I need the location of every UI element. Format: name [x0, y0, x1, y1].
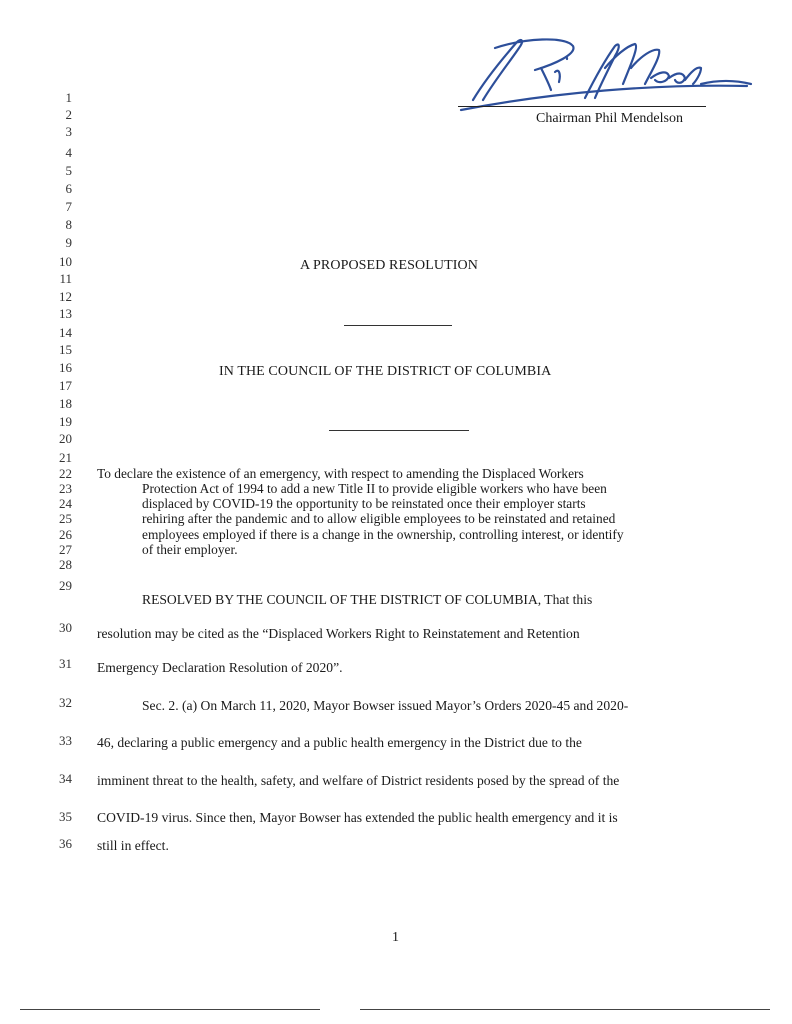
line-number: 15 [59, 342, 72, 357]
line-number: 3 [65, 124, 72, 139]
body-line: imminent threat to the health, safety, and welfare of District residents posed by the spread of the [97, 773, 620, 788]
purpose-first-line: To declare the existence of an emergency, with respect to amending the Displaced Workers [97, 466, 584, 481]
purpose-line: displaced by COVID-19 the opportunity to be reinstated once their employer starts [142, 496, 586, 511]
purpose-line: employees employed if there is a change in the ownership, controlling interest, or identify [142, 527, 624, 542]
line-number: 13 [59, 306, 72, 321]
body-line: RESOLVED BY THE COUNCIL OF THE DISTRICT OF COLUMBIA, That this [142, 592, 593, 607]
line-number: 6 [65, 181, 72, 196]
line-number: 14 [59, 325, 72, 340]
resolution-title: A PROPOSED RESOLUTION [300, 258, 478, 273]
line-number: 21 [59, 450, 72, 465]
line-number: 7 [65, 199, 72, 214]
line-number: 4 [65, 145, 72, 160]
line-number: 27 [59, 542, 72, 557]
purpose-line: of their employer. [142, 542, 238, 557]
line-number: 25 [59, 511, 72, 526]
divider [329, 430, 469, 431]
line-number: 28 [59, 557, 72, 572]
line-number: 19 [59, 414, 72, 429]
body-line: resolution may be cited as the “Displaced Workers Right to Reinstatement and Retention [97, 626, 580, 641]
line-number: 20 [59, 431, 72, 446]
line-number: 32 [59, 695, 72, 710]
line-number: 9 [65, 235, 72, 250]
page-number: 1 [392, 930, 399, 945]
line-number: 36 [59, 836, 72, 851]
body-line: 46, declaring a public emergency and a public health emergency in the District due to the [97, 735, 582, 750]
line-number: 33 [59, 733, 72, 748]
line-number: 23 [59, 481, 72, 496]
line-number: 35 [59, 809, 72, 824]
body-line: still in effect. [97, 838, 169, 853]
footer-rule [360, 1009, 770, 1010]
line-number: 8 [65, 217, 72, 232]
line-number: 10 [59, 254, 72, 269]
purpose-line: Protection Act of 1994 to add a new Title II to provide eligible workers who have been [142, 481, 607, 496]
body-line: Sec. 2. (a) On March 11, 2020, Mayor Bowser issued Mayor’s Orders 2020-45 and 2020- [142, 698, 629, 713]
line-number: 12 [59, 289, 72, 304]
council-heading: IN THE COUNCIL OF THE DISTRICT OF COLUMBIA [219, 364, 552, 379]
signature-line [458, 106, 706, 107]
line-number: 2 [65, 107, 72, 122]
line-number: 24 [59, 496, 72, 511]
line-number: 22 [59, 466, 72, 481]
purpose-line: rehiring after the pandemic and to allow eligible employees to be reinstated and retained [142, 511, 616, 526]
line-number: 29 [59, 578, 72, 593]
footer-rule [20, 1009, 320, 1010]
divider [344, 325, 452, 326]
line-number: 5 [65, 163, 72, 178]
line-number: 34 [59, 771, 72, 786]
line-number: 16 [59, 360, 72, 375]
body-line: Emergency Declaration Resolution of 2020”. [97, 660, 343, 675]
body-line: COVID-19 virus. Since then, Mayor Bowser has extended the public health emergency and it is [97, 810, 618, 825]
line-number: 1 [65, 90, 72, 105]
line-number: 18 [59, 396, 72, 411]
line-number: 11 [59, 271, 72, 286]
line-number: 30 [59, 620, 72, 635]
line-number: 17 [59, 378, 72, 393]
signer-title: Chairman Phil Mendelson [536, 111, 683, 126]
line-number: 26 [59, 527, 72, 542]
line-number: 31 [59, 656, 72, 671]
